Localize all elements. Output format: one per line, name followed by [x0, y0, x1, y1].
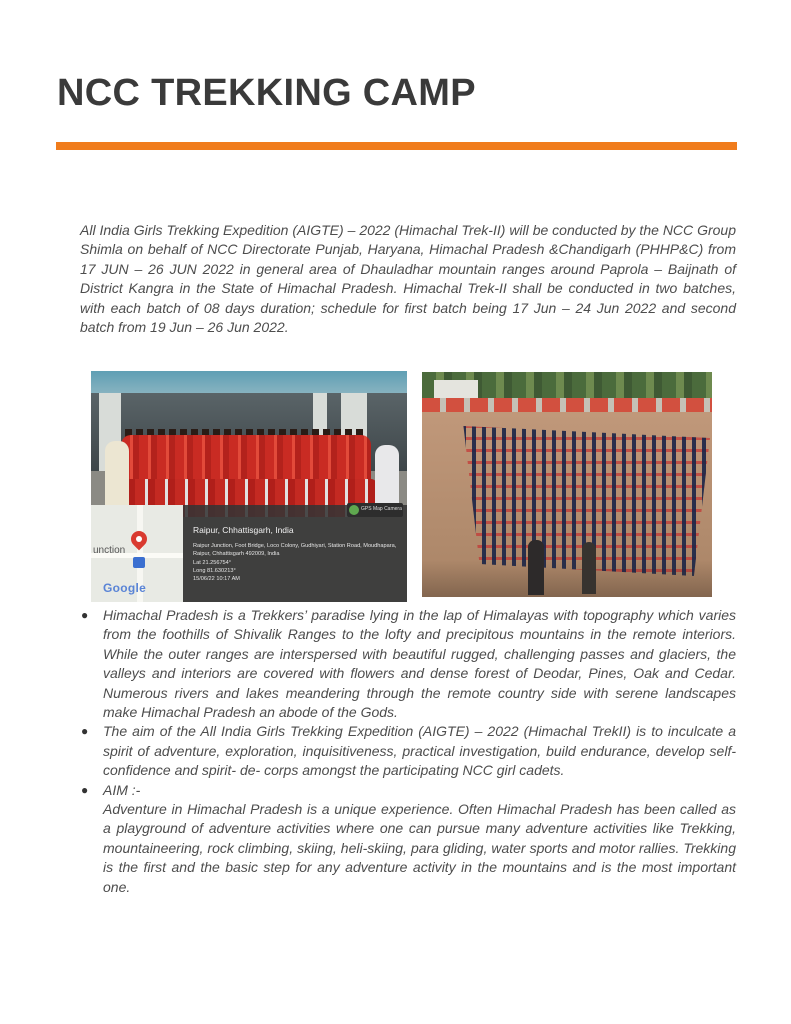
bullet-icon: ● [81, 608, 89, 622]
info-bullet-list [80, 606, 736, 897]
camera-logo-icon [349, 505, 359, 515]
bullet-text: The aim of the All India Girls Trekking Expedition (AIGTE) – 2022 (Himachal TrekII) is to inculcate a spirit of adventure, exploration, inquisitiveness, practical investigation, build endurance, develop self-confidence and spirit- de- corps amongst the participating NCC girl cadets. [103, 723, 736, 779]
list-item [80, 781, 736, 897]
bullet-text: Adventure in Himachal Pradesh is a unique experience. Often Himachal Pradesh has been called as a playground of adventure activities where one can pursue many adventure activities like Trekking, mountaineering, rock climbing, skiing, heli-skiing, para gliding, water sports and motor rallies. Trekking is the first and the basic step for any adventure activity in the mountains and is the most important one. [103, 801, 736, 895]
geotag-location-title: Raipur, Chhattisgarh, India [193, 525, 294, 535]
title-divider [56, 142, 737, 150]
parade-ground-photo [422, 372, 712, 597]
geotag-address: Raipur Junction, Foot Bridge, Loco Colony, Gudhiyari, Station Road, Moudhapara, Raipur, Chhattisgarh 492009, India [193, 543, 397, 557]
geotag-latitude: Lat 21.256754° [193, 560, 232, 566]
page-title: NCC TREKKING CAMP [57, 72, 476, 114]
instructor-figure [582, 542, 596, 594]
mini-map [91, 505, 183, 602]
instructor-figure [528, 540, 544, 595]
list-item [80, 722, 736, 780]
gps-camera-badge [347, 503, 403, 517]
group-photo-raipur [91, 371, 407, 602]
person-left [105, 441, 129, 513]
bullet-icon: ● [81, 724, 89, 739]
bullet-text: Himachal Pradesh is a Trekkers’ paradise lying in the lap of Himalayas with topography which varies from the foothills of Shivalik Ranges to the lofty and precipitous mountains in the remote interiors. While the outer ranges are interspersed with beautiful rugged, challenging passes and glaciers, the valleys and interiors are covered with flowers and dense forest of Deodar, Pines, Oak and Cedar. Numerous rivers and lakes meandering through the remote country side with serene landscapes make Himachal Pradesh an abode of the Gods. [103, 607, 736, 721]
gps-camera-label: GPS Map Camera [361, 506, 402, 512]
boundary-wall [422, 398, 712, 412]
geotag-datetime: 15/06/22 10:17 AM [193, 576, 240, 582]
google-logo: Google [103, 581, 147, 595]
map-pin-dot [136, 536, 142, 542]
cadet-formation [442, 426, 710, 576]
list-item [80, 606, 736, 722]
intro-paragraph: All India Girls Trekking Expedition (AIGTE) – 2022 (Himachal Trek-II) will be conducted by the NCC Group Shimla on behalf of NCC Directorate Punjab, Haryana, Himachal Pradesh &Chandigarh (PHHP&C) from 17 JUN – 26 JUN 2022 in general area of Dhauladhar mountain ranges around Paprola – Baijnath of District Kangra in the State of Himachal Pradesh. Himachal Trek-II shall be conducted in two batches, with each batch of 08 days duration; schedule for first batch being 17 Jun – 24 Jun 2022 and second batch from 19 Jun – 26 Jun 2022. [80, 222, 736, 336]
geotag-longitude: Long 81.630213° [193, 568, 236, 574]
transit-icon [133, 557, 145, 568]
bullet-icon: ● [81, 782, 89, 797]
foreground-shadow [422, 560, 712, 597]
map-place-label: unction [93, 545, 126, 556]
aim-heading: AIM :- [103, 781, 141, 798]
